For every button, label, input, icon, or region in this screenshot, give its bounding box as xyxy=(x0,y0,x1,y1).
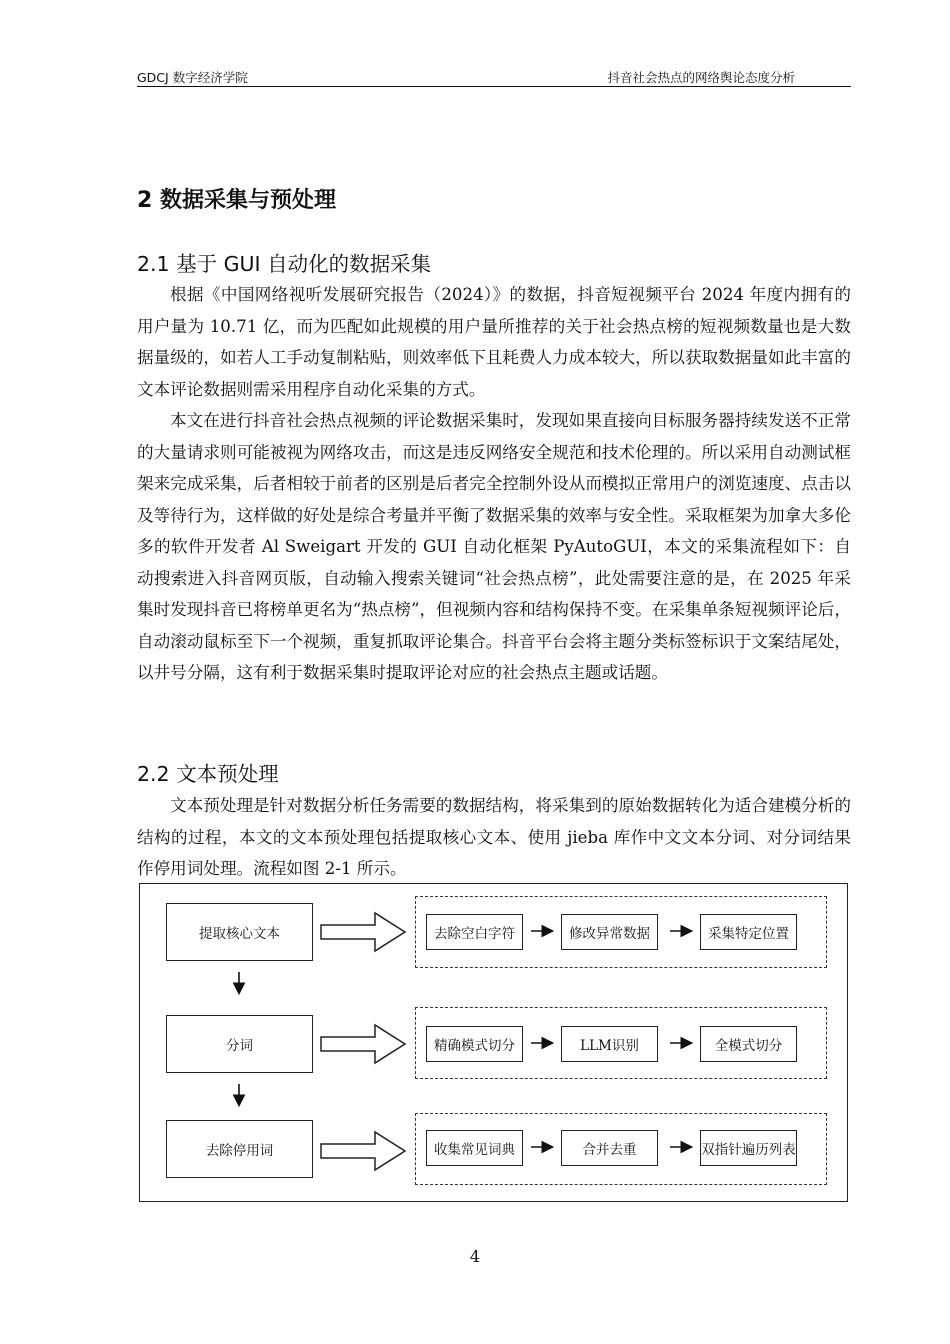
page-header xyxy=(137,64,851,87)
step-box-3-3: 双指针遍历列表 xyxy=(700,1130,797,1166)
page-number: 4 xyxy=(469,1247,481,1266)
header-paper-title: 抖音社会热点的网络舆论态度分析 xyxy=(607,70,795,85)
header-institution: GDCJ 数字经济学院 xyxy=(137,70,248,85)
flow-box-segmentation: 分词 xyxy=(166,1015,313,1073)
section-heading: 2 数据采集与预处理 xyxy=(137,188,336,213)
step-box-2-1: 精确模式切分 xyxy=(426,1026,523,1062)
flow-box-extract-core-text: 提取核心文本 xyxy=(166,903,313,961)
paragraph-2-1-b: 本文在进行抖音社会热点视频的评论数据采集时，发现如果直接向目标服务器持续发送不正常的大量请求则可能被视为网络攻击，而这是违反网络安全规范和技术伦理的。所以采用自动测试框架来完成采集，后者相较于前者的区别是后者完全控制外设从而模拟正常用户的浏览速度、点击以及等待行为，这样做的好处是综合考量并平衡了数据采集的效率与安全性。采取框架为加拿大多伦多的软件开发者 Al Sweigart 开发的 GUI 自动化框架 PyAutoGUI，本文的采集流程如下：自动搜索进入抖音网页版，自动输入搜索关键词“社会热点榜”，此处需要注意的是，在 2025 年采集时发现抖音已将榜单更名为“热点榜”，但视频内容和结构保持不变。在采集单条短视频评论后，自动滚动鼠标至下一个视频，重复抓取评论集合。抖音平台会将主题分类标签标识于文案结尾处，以井号分隔，这有利于数据采集时提取评论对应的社会热点主题或话题。 xyxy=(137,411,851,682)
step-box-3-2: 合并去重 xyxy=(561,1130,658,1166)
step-box-1-3: 采集特定位置 xyxy=(700,914,797,950)
big-arrow-2 xyxy=(321,1025,405,1063)
flowchart-figure-2-1 xyxy=(139,883,848,1202)
step-box-1-2: 修改异常数据 xyxy=(561,914,658,950)
step-box-2-2: LLM识别 xyxy=(561,1026,658,1062)
paragraph-2-1-a: 根据《中国网络视听发展研究报告（2024）》的数据，抖音短视频平台 2024 年度内拥有的用户量为 10.71 亿，而为匹配如此规模的用户量所推荐的关于社会热点榜的短视频数量也是大数据量级的，如若人工手动复制粘贴，则效率低下且耗费人力成本较大，所以获取数据量如此丰富的文本评论数据则需采用程序自动化采集的方式。 xyxy=(137,285,851,399)
big-arrow-3 xyxy=(321,1132,405,1170)
step-box-1-1: 去除空白字符 xyxy=(426,914,523,950)
step-box-3-1: 收集常见词典 xyxy=(426,1130,523,1166)
big-arrow-1 xyxy=(321,913,405,951)
paragraph-2-2: 文本预处理是针对数据分析任务需要的数据结构，将采集到的原始数据转化为适合建模分析的结构的过程，本文的文本预处理包括提取核心文本、使用 jieba 库作中文文本分词、对分词结果作停用词处理。流程如图 2-1 所示。 xyxy=(137,796,851,878)
subsection-heading-2-1: 2.1 基于 GUI 自动化的数据采集 xyxy=(137,252,432,276)
step-box-2-3: 全模式切分 xyxy=(700,1026,797,1062)
flow-box-remove-stopwords: 去除停用词 xyxy=(166,1120,313,1178)
subsection-heading-2-2: 2.2 文本预处理 xyxy=(137,762,279,786)
